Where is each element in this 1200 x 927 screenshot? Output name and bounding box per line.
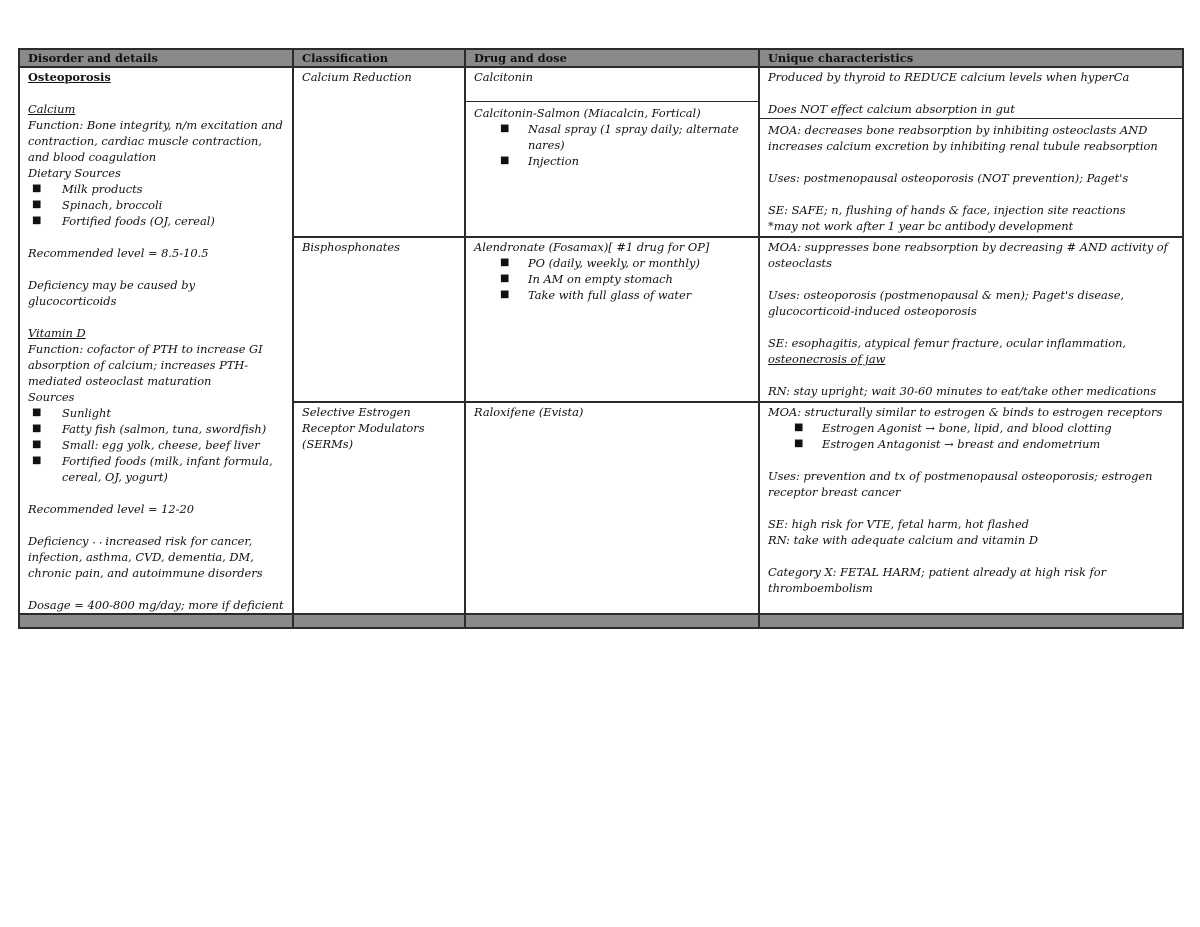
characteristics-cell xyxy=(759,402,1183,614)
footer-cell xyxy=(465,614,759,628)
dietary-sources-list xyxy=(28,181,284,229)
footer-cell xyxy=(759,614,1183,628)
char-se-underlined: osteonecrosis of jaw xyxy=(768,352,886,367)
footer-cell xyxy=(293,614,465,628)
list-item: ■ Spinach, broccoli xyxy=(28,197,284,213)
list-item: ■ Sunlight xyxy=(28,405,284,421)
drug-cell xyxy=(465,237,759,402)
char-se-text: SE: esophagitis, atypical femur fracture, ocular inflammation, xyxy=(768,336,1127,351)
dosage: Dosage = 400-800 mg/day; more if deficient xyxy=(28,598,284,612)
char-se: SE: high risk for VTE, fetal harm, hot flashed xyxy=(768,517,1029,532)
list-item: ■ Fortified foods (milk, infant formula, cereal, OJ, yogurt) xyxy=(28,453,284,485)
list-item: ■ PO (daily, weekly, or monthly) xyxy=(474,255,750,271)
footer-row xyxy=(19,614,1183,628)
list-item: ■ Nasal spray (1 spray daily; alternate nares) xyxy=(474,121,750,153)
vitd-heading: Vitamin D xyxy=(28,326,86,340)
classification-cell: Calcium Reduction xyxy=(293,67,465,237)
char-category: Category X: FETAL HARM; patient already at high risk for thromboembolism xyxy=(768,565,1107,596)
char-rn: RN: take with adequate calcium and vitamin D xyxy=(768,533,1038,548)
list-item: ■ Take with full glass of water xyxy=(474,287,750,303)
list-item: ■ Estrogen Agonist → bone, lipid, and blood clotting xyxy=(768,420,1174,436)
char-moa: MOA: decreases bone reabsorption by inhibiting osteoclasts AND increases calcium excretion by inhibiting renal tubule reabsorption xyxy=(760,118,1182,154)
char-text: Does NOT effect calcium absorption in gut xyxy=(768,102,1015,116)
header-disorder: Disorder and details xyxy=(19,49,293,67)
char-se: SE: SAFE; n, flushing of hands & face, injection site reactions xyxy=(768,203,1126,217)
characteristics-cell xyxy=(759,67,1183,237)
char-se xyxy=(768,335,1174,367)
header-row xyxy=(19,49,1183,67)
char-uses: Uses: osteoporosis (postmenopausal & men); Paget's disease, glucocorticoid-induced osteoporosis xyxy=(768,288,1125,319)
classification-cell: Bisphosphonates xyxy=(293,237,465,402)
characteristics-cell xyxy=(759,237,1183,402)
disorder-title: Osteoporosis xyxy=(28,70,111,84)
disorder-cell xyxy=(19,67,293,614)
drug-table xyxy=(18,48,1184,629)
char-moa: MOA: suppresses bone reabsorption by decreasing # AND activity of osteoclasts xyxy=(768,240,1168,271)
vitd-deficiency: Deficiency ⸳ ⸳ increased risk for cancer, infection, asthma, CVD, dementia, DM, chronic pain, and autoimmune disorders xyxy=(28,534,263,580)
vitd-sources-list xyxy=(28,405,284,485)
drug-dose-list xyxy=(474,255,750,303)
table-row xyxy=(19,67,1183,237)
list-item: ■ Fortified foods (OJ, cereal) xyxy=(28,213,284,229)
moa-list xyxy=(768,420,1174,452)
footer-cell xyxy=(19,614,293,628)
calcium-function: Function: Bone integrity, n/m excitation and contraction, cardiac muscle contraction, and blood coagulation xyxy=(28,118,283,164)
drug-name: Calcitonin xyxy=(466,69,758,102)
list-item: ■ Injection xyxy=(474,153,750,169)
vitd-function: Function: cofactor of PTH to increase GI absorption of calcium; increases PTH-mediated osteoclast maturation xyxy=(28,342,263,388)
char-text: Produced by thyroid to REDUCE calcium levels when hyperCa xyxy=(768,70,1130,84)
char-uses: Uses: prevention and tx of postmenopausal osteoporosis; estrogen receptor breast cancer xyxy=(768,469,1153,500)
char-uses: Uses: postmenopausal osteoporosis (NOT prevention); Paget's xyxy=(768,171,1129,185)
header-characteristics: Unique characteristics xyxy=(759,49,1183,67)
classification-cell: Selective Estrogen Receptor Modulators (SERMs) xyxy=(293,402,465,614)
char-rn: RN: stay upright; wait 30-60 minutes to eat/take other medications xyxy=(768,384,1157,399)
calcium-level: Recommended level = 8.5-10.5 xyxy=(28,246,209,260)
drug-cell: Raloxifene (Evista) xyxy=(465,402,759,614)
drug-cell xyxy=(465,67,759,237)
drug-name: Calcitonin-Salmon (Miacalcin, Fortical) xyxy=(474,106,701,120)
calcium-deficiency: Deficiency may be caused by glucocorticoids xyxy=(28,278,196,308)
sources-label: Sources xyxy=(28,390,75,404)
list-item: ■ Fatty fish (salmon, tuna, swordfish) xyxy=(28,421,284,437)
list-item: ■ Milk products xyxy=(28,181,284,197)
drug-name: Alendronate (Fosamax)[ #1 drug for OP] xyxy=(474,240,710,255)
dietary-sources-label: Dietary Sources xyxy=(28,166,121,180)
list-item: ■ Small: egg yolk, cheese, beef liver xyxy=(28,437,284,453)
header-drug: Drug and dose xyxy=(465,49,759,67)
header-classification: Classification xyxy=(293,49,465,67)
calcium-heading: Calcium xyxy=(28,102,76,116)
char-note: *may not work after 1 year bc antibody development xyxy=(768,219,1074,233)
drug-dose-list xyxy=(474,121,750,169)
list-item: ■ In AM on empty stomach xyxy=(474,271,750,287)
vitd-level: Recommended level = 12-20 xyxy=(28,502,195,516)
char-moa: MOA: structurally similar to estrogen & binds to estrogen receptors xyxy=(768,405,1163,420)
list-item: ■ Estrogen Antagonist → breast and endometrium xyxy=(768,436,1174,452)
